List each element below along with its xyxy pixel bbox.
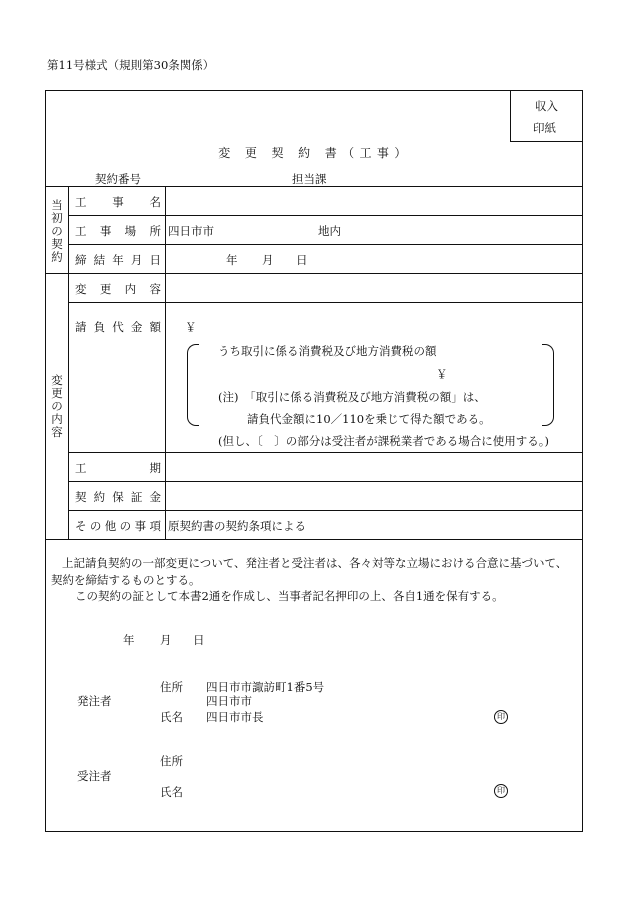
contractor-name-label: 氏名 [160,785,183,799]
left-bracket [187,344,199,426]
row-line [68,452,583,453]
tax-amount-label: うち取引に係る消費税及び地方消費税の額 [218,344,437,358]
orderer-name-label: 氏名 [160,710,183,724]
table-bottom-line [45,539,583,540]
contractor-seal-mark: 印 [494,784,508,798]
department-label: 担当課 [292,172,327,186]
tax-amount-yen: ￥ [436,367,448,381]
conclusion-date-day: 日 [296,253,308,267]
contract-price-yen: ￥ [185,320,197,334]
orderer-address-label: 住所 [160,680,183,694]
orderer-name: 四日市市長 [206,710,264,724]
form-number-label: 第11号様式（規則第30条関係） [47,58,215,72]
orderer-seal-mark: 印 [494,710,508,724]
row-line [68,244,583,245]
row-line [68,302,583,303]
duplicate-copies-text: この契約の証として本書2通を作成し、当事者記名押印の上、各自1通を保有する。 [75,589,504,603]
construction-site-suffix: 地内 [318,224,341,238]
orderer-label: 発注者 [77,694,112,708]
contractor-address-label: 住所 [160,754,183,768]
initial-contract-group-label: 当初の契約 [51,198,63,264]
other-matters-value: 原契約書の契約条項による [168,519,306,533]
conclusion-date-month: 月 [262,253,274,267]
document-title: 変 更 契 約 書（工事） [218,146,412,160]
section-divider-line [45,273,583,274]
construction-site-label: 工 事 場 所 [75,224,161,238]
construction-name-label: 工 事 名 [75,195,161,209]
stamp-label-2: 印紙 [533,121,556,135]
change-content-label: 変 更 内 容 [75,282,161,296]
contract-guarantee-label: 契 約 保 証 金 [75,490,161,504]
signing-date-day: 日 [193,633,205,647]
signing-date-month: 月 [160,633,172,647]
signing-date-year: 年 [123,633,135,647]
group-column-line [68,186,69,539]
agreement-text-line-2: 契約を締結するものとする。 [51,573,201,587]
conclusion-date-year: 年 [226,253,238,267]
other-matters-label: そ の 他 の 事 項 [75,519,161,533]
orderer-address: 四日市市諏訪町1番5号 [206,680,325,694]
stamp-label-1: 収入 [535,99,558,113]
contract-price-label: 請 負 代 金 額 [75,320,161,334]
tax-note-line-2: 請負代金額に10／110を乗じて得た額である。 [247,412,491,426]
contractor-label: 受注者 [77,769,112,783]
construction-site-city: 四日市市 [168,224,214,238]
agreement-text-line-1: 上記請負契約の一部変更について、発注者と受注者は、各々対等な立場における合意に基づいて、 [62,556,568,570]
contract-number-label: 契約番号 [95,172,141,186]
tax-note-line-3: (但し、〔 〕の部分は受注者が課税業者である場合に使用する。) [218,434,549,448]
construction-period-label: 工 期 [75,461,161,475]
row-line [68,481,583,482]
orderer-organization: 四日市市 [206,694,252,708]
changes-group-label: 変更の内容 [51,373,63,439]
row-line [68,215,583,216]
label-column-line [165,186,166,539]
right-bracket [542,344,554,426]
tax-note-line-1: (注) 「取引に係る消費税及び地方消費税の額」は、 [218,390,486,404]
row-line [68,510,583,511]
table-top-line [45,186,583,187]
conclusion-date-label: 締 結 年 月 日 [75,253,161,267]
